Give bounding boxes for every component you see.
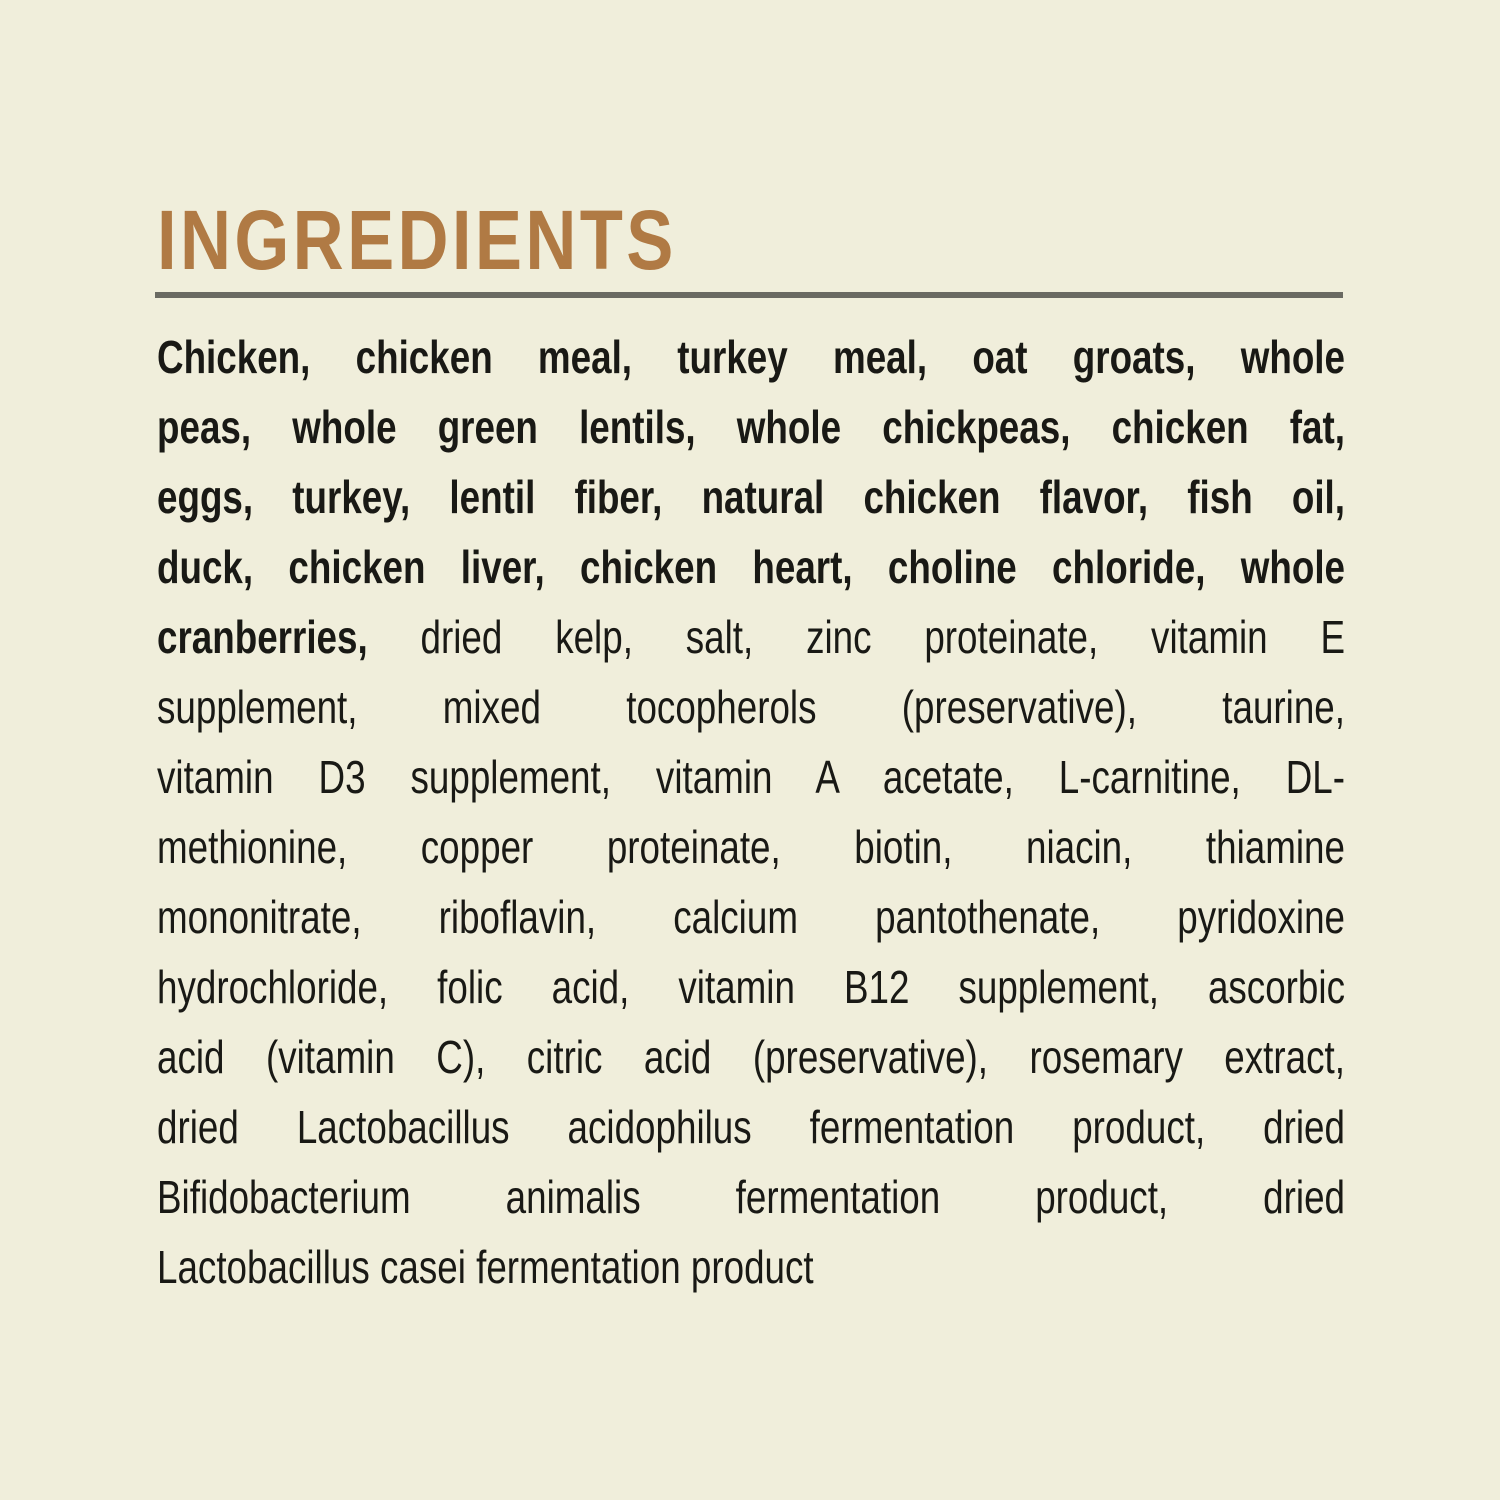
ingredients-line bbox=[157, 1232, 1345, 1302]
ingredient-text-regular: hydrochloride, folic acid, vitamin B12 supplement, ascorbic bbox=[157, 961, 1345, 1013]
ingredient-text-bold: Chicken, chicken meal, turkey meal, oat groats, whole bbox=[157, 331, 1345, 383]
ingredients-line bbox=[157, 1022, 1345, 1092]
ingredient-text-regular: dried Lactobacillus acidophilus fermentation product, dried bbox=[157, 1101, 1345, 1153]
ingredients-line bbox=[157, 462, 1345, 532]
ingredients-line bbox=[157, 392, 1345, 462]
ingredient-text-regular: methionine, copper proteinate, biotin, niacin, thiamine bbox=[157, 821, 1345, 873]
ingredient-text-bold: peas, whole green lentils, whole chickpeas, chicken fat, bbox=[157, 401, 1345, 453]
ingredients-line bbox=[157, 322, 1345, 392]
ingredient-text-regular: supplement, mixed tocopherols (preservative), taurine, bbox=[157, 681, 1345, 733]
divider-rule bbox=[155, 292, 1343, 298]
panel-title bbox=[157, 193, 775, 287]
ingredient-text-bold: duck, chicken liver, chicken heart, choline chloride, whole bbox=[157, 541, 1346, 593]
ingredients-line bbox=[157, 742, 1345, 812]
ingredient-text-regular: vitamin D3 supplement, vitamin A acetate, L-carnitine, DL- bbox=[157, 751, 1346, 803]
panel-title-text: INGREDIENTS bbox=[157, 193, 677, 287]
ingredients-line bbox=[157, 952, 1345, 1022]
ingredients-text bbox=[157, 322, 1345, 1302]
ingredient-text-bold: cranberries, bbox=[157, 611, 368, 663]
ingredient-text-bold: eggs, turkey, lentil fiber, natural chicken flavor, fish oil, bbox=[157, 471, 1346, 523]
ingredients-line bbox=[157, 1162, 1345, 1232]
ingredients-line bbox=[157, 882, 1345, 952]
ingredients-line bbox=[157, 1092, 1345, 1162]
ingredients-line bbox=[157, 602, 1345, 672]
ingredient-text-regular: dried kelp, salt, zinc proteinate, vitamin E bbox=[367, 611, 1345, 663]
ingredients-line bbox=[157, 532, 1345, 602]
ingredient-text-regular: Bifidobacterium animalis fermentation product, dried bbox=[157, 1171, 1345, 1223]
ingredients-line bbox=[157, 812, 1345, 882]
ingredients-line bbox=[157, 672, 1345, 742]
ingredient-text-regular: acid (vitamin C), citric acid (preservative), rosemary extract, bbox=[157, 1031, 1345, 1083]
ingredient-text-regular: Lactobacillus casei fermentation product bbox=[157, 1241, 814, 1293]
ingredient-text-regular: mononitrate, riboflavin, calcium pantothenate, pyridoxine bbox=[157, 891, 1346, 943]
